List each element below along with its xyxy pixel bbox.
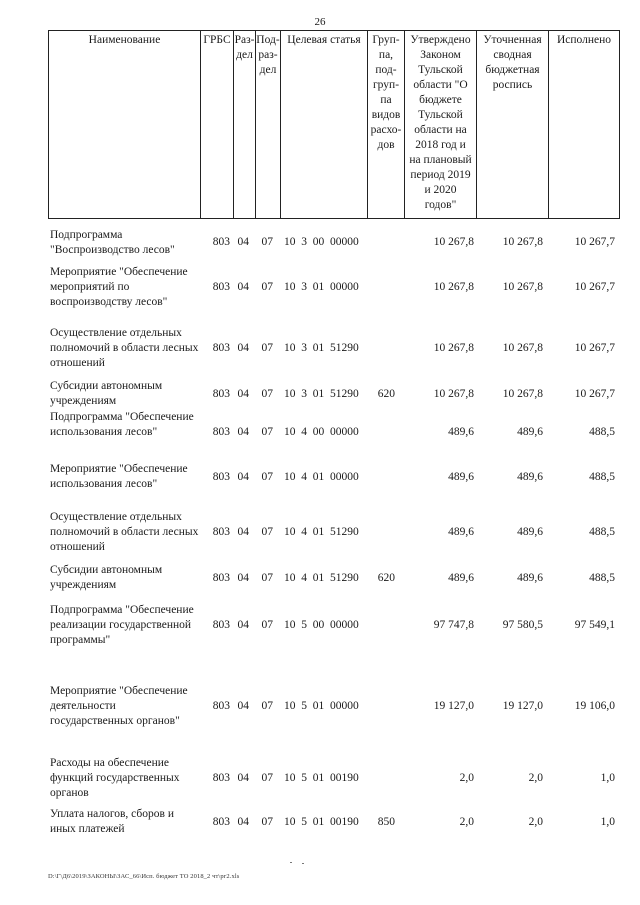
cell-podrazdel: 07	[261, 816, 273, 828]
cell-grbs: 803	[212, 236, 230, 248]
cell-naimenovanie: Подпрограмма "Обеспечение использования лесов"	[50, 411, 194, 438]
cell-celevaya-statya: 10 5 00 00000	[284, 619, 359, 631]
cell-utverzhdeno: 10 267,8	[433, 342, 474, 354]
cell-razdel: 04	[237, 772, 249, 784]
cell-celevaya-statya: 10 4 01 51290	[284, 526, 359, 538]
cell-utverzhdeno: 489,6	[448, 471, 474, 483]
cell-utochnennaya: 10 267,8	[502, 236, 543, 248]
cell-ispolneno: 1,0	[600, 816, 615, 828]
cell-podrazdel: 07	[261, 700, 273, 712]
cell-vid-rashodov: 850	[377, 816, 395, 828]
scan-speck	[290, 862, 292, 863]
cell-grbs: 803	[212, 426, 230, 438]
cell-utochnennaya: 489,6	[517, 572, 543, 584]
cell-ispolneno: 488,5	[589, 526, 615, 538]
cell-celevaya-statya: 10 4 01 51290	[284, 572, 359, 584]
header-grbs: ГРБС	[200, 30, 233, 219]
cell-podrazdel: 07	[261, 619, 273, 631]
cell-celevaya-statya: 10 3 01 51290	[284, 388, 359, 400]
cell-podrazdel: 07	[261, 342, 273, 354]
page-number: 26	[314, 16, 326, 28]
cell-utochnennaya: 97 580,5	[502, 619, 543, 631]
cell-utverzhdeno: 489,6	[448, 426, 474, 438]
cell-ispolneno: 488,5	[589, 471, 615, 483]
cell-celevaya-statya: 10 4 00 00000	[284, 426, 359, 438]
cell-celevaya-statya: 10 3 00 00000	[284, 236, 359, 248]
cell-utochnennaya: 489,6	[517, 471, 543, 483]
header-vid-rashodov: Груп- па, под- груп- па видов расхо- дов	[367, 30, 404, 219]
cell-razdel: 04	[237, 471, 249, 483]
cell-razdel: 04	[237, 342, 249, 354]
cell-podrazdel: 07	[261, 471, 273, 483]
cell-razdel: 04	[237, 281, 249, 293]
cell-utverzhdeno: 10 267,8	[433, 236, 474, 248]
scan-speck	[302, 863, 304, 864]
cell-ispolneno: 10 267,7	[574, 236, 615, 248]
cell-ispolneno: 1,0	[600, 772, 615, 784]
cell-razdel: 04	[237, 572, 249, 584]
cell-utochnennaya: 19 127,0	[502, 700, 543, 712]
cell-naimenovanie: Мероприятие "Обеспечение мероприятий по воспроизводству лесов"	[50, 266, 188, 308]
cell-utverzhdeno: 2,0	[459, 816, 474, 828]
cell-razdel: 04	[237, 426, 249, 438]
cell-naimenovanie: Подпрограмма "Обеспечение реализации государственной программы"	[50, 604, 194, 646]
cell-razdel: 04	[237, 619, 249, 631]
header-utochnennaya: Уточненная сводная бюджетная роспись	[476, 30, 548, 219]
cell-celevaya-statya: 10 3 01 00000	[284, 281, 359, 293]
cell-grbs: 803	[212, 572, 230, 584]
cell-razdel: 04	[237, 816, 249, 828]
cell-utverzhdeno: 489,6	[448, 526, 474, 538]
cell-grbs: 803	[212, 772, 230, 784]
cell-grbs: 803	[212, 388, 230, 400]
cell-ispolneno: 10 267,7	[574, 342, 615, 354]
cell-ispolneno: 10 267,7	[574, 281, 615, 293]
cell-podrazdel: 07	[261, 281, 273, 293]
cell-vid-rashodov: 620	[377, 572, 395, 584]
cell-celevaya-statya: 10 3 01 51290	[284, 342, 359, 354]
cell-naimenovanie: Субсидии автономным учреждениям	[50, 380, 163, 407]
cell-naimenovanie: Подпрограмма "Воспроизводство лесов"	[50, 229, 175, 256]
cell-razdel: 04	[237, 388, 249, 400]
header-celevaya-statya: Целевая статья	[280, 30, 367, 219]
header-utverzhdeno: Утверждено Законом Тульской области "О бюджете Тульской области на 2018 год и на плановый период 2019 и 2020 годов"	[404, 30, 476, 219]
cell-grbs: 803	[212, 342, 230, 354]
cell-utochnennaya: 2,0	[528, 816, 543, 828]
cell-podrazdel: 07	[261, 388, 273, 400]
cell-razdel: 04	[237, 236, 249, 248]
cell-ispolneno: 19 106,0	[574, 700, 615, 712]
cell-grbs: 803	[212, 619, 230, 631]
cell-celevaya-statya: 10 4 01 00000	[284, 471, 359, 483]
cell-grbs: 803	[212, 700, 230, 712]
cell-ispolneno: 488,5	[589, 572, 615, 584]
cell-utochnennaya: 489,6	[517, 426, 543, 438]
cell-celevaya-statya: 10 5 01 00190	[284, 816, 359, 828]
header-name: Наименование	[48, 30, 200, 219]
cell-podrazdel: 07	[261, 572, 273, 584]
cell-ispolneno: 97 549,1	[574, 619, 615, 631]
cell-razdel: 04	[237, 526, 249, 538]
cell-naimenovanie: Осуществление отдельных полномочий в области лесных отношений	[50, 511, 199, 553]
cell-ispolneno: 488,5	[589, 426, 615, 438]
cell-utverzhdeno: 97 747,8	[433, 619, 474, 631]
cell-grbs: 803	[212, 816, 230, 828]
cell-naimenovanie: Расходы на обеспечение функций государственных органов	[50, 757, 180, 799]
cell-utverzhdeno: 19 127,0	[433, 700, 474, 712]
cell-razdel: 04	[237, 700, 249, 712]
cell-podrazdel: 07	[261, 526, 273, 538]
cell-utochnennaya: 10 267,8	[502, 342, 543, 354]
cell-podrazdel: 07	[261, 236, 273, 248]
cell-utochnennaya: 10 267,8	[502, 281, 543, 293]
cell-grbs: 803	[212, 281, 230, 293]
cell-naimenovanie: Уплата налогов, сборов и иных платежей	[50, 808, 174, 835]
cell-utverzhdeno: 10 267,8	[433, 388, 474, 400]
cell-celevaya-statya: 10 5 01 00000	[284, 700, 359, 712]
cell-naimenovanie: Мероприятие "Обеспечение использования лесов"	[50, 463, 188, 490]
cell-utverzhdeno: 2,0	[459, 772, 474, 784]
cell-podrazdel: 07	[261, 772, 273, 784]
cell-utverzhdeno: 489,6	[448, 572, 474, 584]
cell-utverzhdeno: 10 267,8	[433, 281, 474, 293]
footer-file-path: D:\Г\Д6\2019\ЗАКОНЫ\ЗАС_66\Исп. бюджет ТО 2018_2 чт\рг2.xls	[48, 873, 240, 880]
cell-utochnennaya: 489,6	[517, 526, 543, 538]
cell-grbs: 803	[212, 526, 230, 538]
header-razdel: Раз- дел	[233, 30, 255, 219]
cell-utochnennaya: 10 267,8	[502, 388, 543, 400]
cell-celevaya-statya: 10 5 01 00190	[284, 772, 359, 784]
cell-naimenovanie: Мероприятие "Обеспечение деятельности государственных органов"	[50, 685, 188, 727]
cell-podrazdel: 07	[261, 426, 273, 438]
cell-vid-rashodov: 620	[377, 388, 395, 400]
cell-grbs: 803	[212, 471, 230, 483]
header-podrazdel: Под- раз- дел	[255, 30, 280, 219]
cell-utochnennaya: 2,0	[528, 772, 543, 784]
cell-ispolneno: 10 267,7	[574, 388, 615, 400]
cell-naimenovanie: Субсидии автономным учреждениям	[50, 564, 163, 591]
header-ispolneno: Исполнено	[548, 30, 620, 219]
cell-naimenovanie: Осуществление отдельных полномочий в области лесных отношений	[50, 327, 199, 369]
